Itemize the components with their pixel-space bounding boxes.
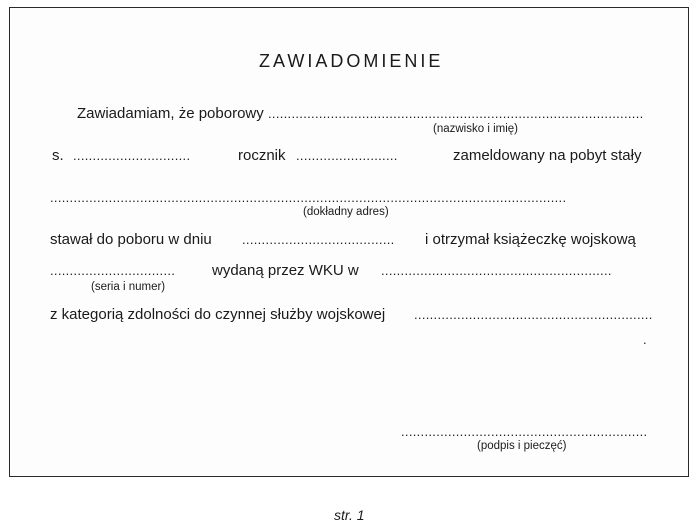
issued-by-label: wydaną przez WKU w (212, 262, 359, 279)
notify-label: Zawiadamiam, że poborowy (77, 105, 264, 122)
stray-dot: . (643, 332, 647, 347)
birth-year-label: rocznik (238, 147, 286, 164)
wku-field[interactable]: ........................................................... (381, 263, 612, 278)
signature-field[interactable]: ............................................................... (401, 424, 648, 439)
signature-hint: (podpis i pieczęć) (477, 440, 567, 452)
series-number-field[interactable]: ................................ (50, 263, 176, 278)
form-title: ZAWIADOMIENIE (259, 51, 444, 71)
page-number: str. 1 (334, 507, 365, 523)
conscription-date-field[interactable]: ....................................... (242, 232, 395, 247)
fitness-category-label: z kategorią zdolności do czynnej służby wojskowej (50, 306, 386, 323)
residence-label: zameldowany na pobyt stały (453, 147, 642, 164)
series-number-hint: (seria i numer) (91, 281, 166, 293)
name-field-hint: (nazwisko i imię) (433, 123, 518, 135)
name-field[interactable]: ................................................................................................ (268, 106, 644, 121)
conscription-label: stawał do poboru w dniu (50, 231, 212, 248)
address-field[interactable]: .................................................................................................................................... (50, 190, 567, 205)
son-of-field[interactable]: .............................. (73, 148, 191, 163)
fitness-category-field[interactable]: ............................................................. (414, 307, 653, 322)
military-book-label: i otrzymał książeczkę wojskową (425, 231, 636, 248)
address-field-hint: (dokładny adres) (303, 206, 389, 218)
son-of-label: s. (52, 147, 64, 164)
birth-year-field[interactable]: .......................... (296, 148, 398, 163)
